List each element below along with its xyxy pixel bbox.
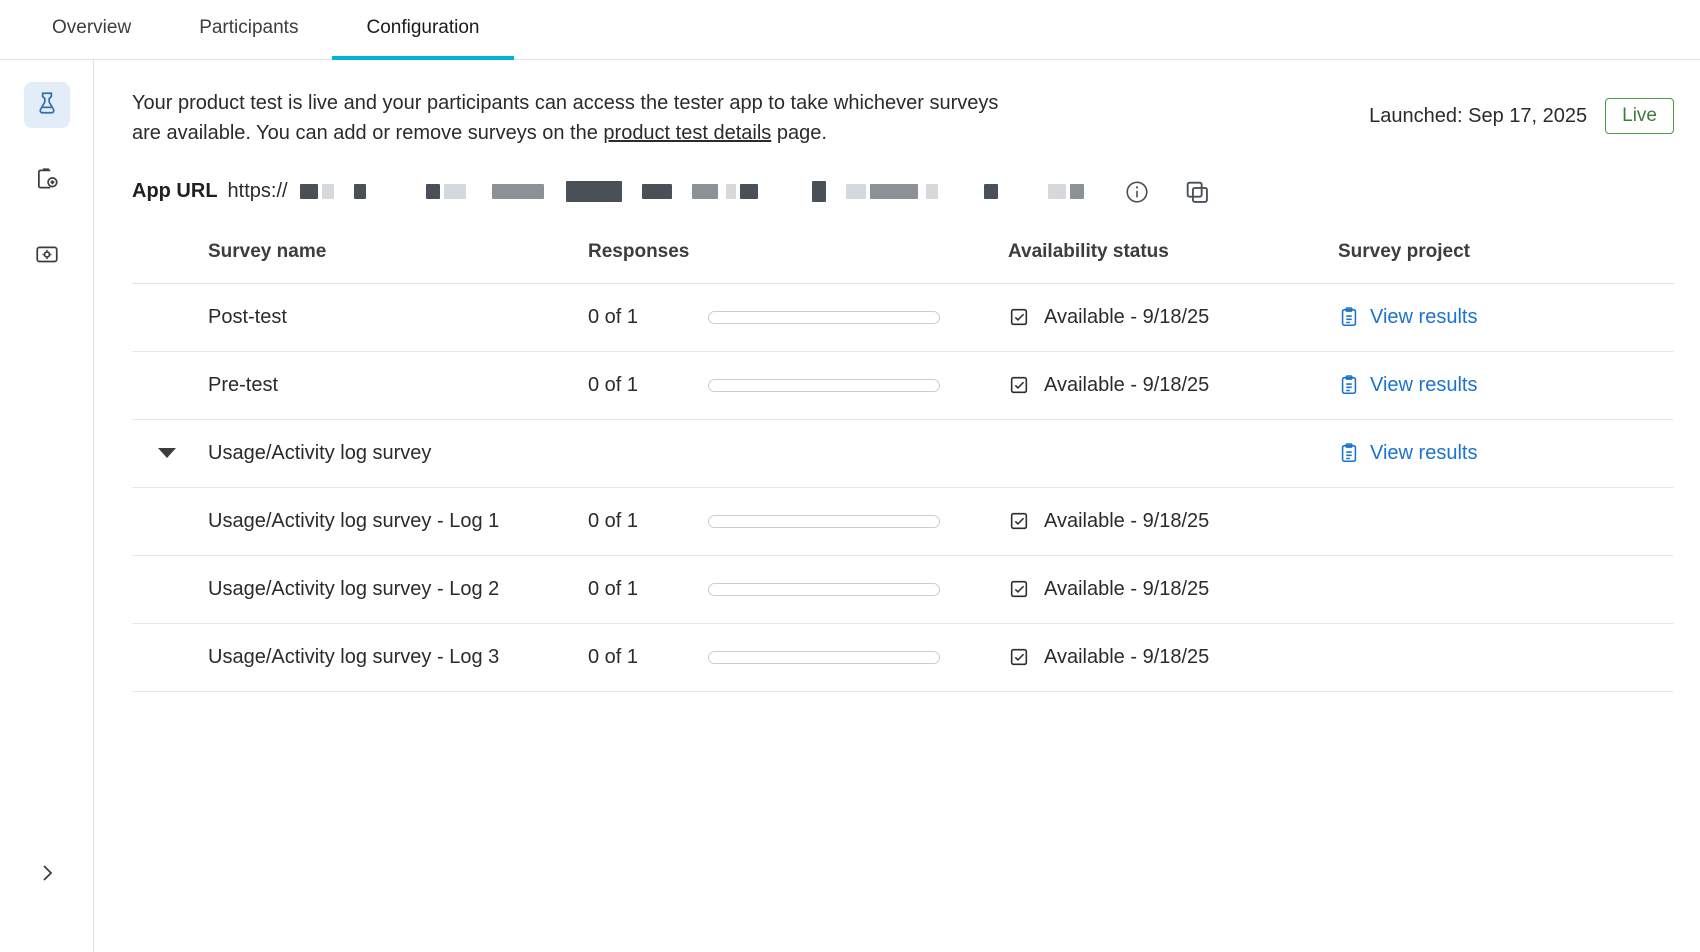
left-icon-rail xyxy=(0,60,94,952)
header-survey-project: Survey project xyxy=(1338,241,1674,284)
sidebar-item-add-survey[interactable] xyxy=(24,158,70,204)
availability-text: Available - 9/18/25 xyxy=(1044,645,1210,668)
app-url-actions xyxy=(1122,177,1212,207)
table-row[interactable] xyxy=(132,351,1674,419)
copy-icon[interactable] xyxy=(1182,177,1212,207)
view-results-link[interactable]: View results xyxy=(1370,373,1478,396)
launched-date: Launched: Sep 17, 2025 xyxy=(1369,104,1588,127)
table-row[interactable] xyxy=(132,555,1674,623)
checkbox-check-icon xyxy=(1008,646,1030,668)
row-progress-cell xyxy=(708,419,1008,487)
sidebar-expand-button[interactable] xyxy=(0,861,94,890)
row-availability xyxy=(1008,419,1338,487)
tab-configuration[interactable] xyxy=(332,0,513,60)
progress-bar xyxy=(708,515,940,528)
launch-info xyxy=(1369,88,1674,134)
availability-text: Available - 9/18/25 xyxy=(1044,577,1210,600)
row-availability xyxy=(1008,623,1338,691)
app-url-value: https:// xyxy=(227,180,288,203)
row-progress-cell xyxy=(708,283,1008,351)
row-survey-project xyxy=(1338,283,1674,351)
surveys-table xyxy=(132,241,1674,692)
row-survey-name: Post-test xyxy=(208,283,588,351)
row-survey-project xyxy=(1338,351,1674,419)
row-responses: 0 of 1 xyxy=(588,351,708,419)
tab-overview-label: Overview xyxy=(52,17,132,38)
expand-collapse-caret-icon[interactable] xyxy=(158,448,176,458)
surveys-table-head xyxy=(132,241,1674,284)
table-header-row xyxy=(132,241,1674,284)
row-survey-name: Pre-test xyxy=(208,351,588,419)
view-results-link[interactable]: View results xyxy=(1370,305,1478,328)
sidebar-item-product-test[interactable] xyxy=(24,82,70,128)
checkbox-check-icon xyxy=(1008,374,1030,396)
clipboard-icon xyxy=(1338,306,1360,328)
app-url-label: App URL xyxy=(132,180,218,203)
app-settings-icon xyxy=(34,242,60,273)
row-caret-cell xyxy=(132,623,208,691)
row-progress-cell xyxy=(708,555,1008,623)
checkbox-check-icon xyxy=(1008,510,1030,532)
status-description xyxy=(132,88,1032,149)
tab-overview[interactable] xyxy=(18,0,165,60)
row-survey-name: Usage/Activity log survey - Log 2 xyxy=(208,555,588,623)
row-caret-cell xyxy=(132,351,208,419)
row-survey-name: Usage/Activity log survey xyxy=(208,419,588,487)
row-survey-project xyxy=(1338,555,1674,623)
sidebar-item-app-settings[interactable] xyxy=(24,234,70,280)
row-responses: 0 of 1 xyxy=(588,623,708,691)
header-availability-status: Availability status xyxy=(1008,241,1338,284)
row-progress-cell xyxy=(708,351,1008,419)
chevron-right-icon xyxy=(35,861,59,890)
status-badge: Live xyxy=(1605,98,1674,134)
progress-bar xyxy=(708,583,940,596)
product-test-details-link[interactable]: product test details xyxy=(603,122,772,145)
table-row[interactable] xyxy=(132,283,1674,351)
main-content xyxy=(94,60,1700,952)
tab-configuration-label: Configuration xyxy=(366,17,480,38)
row-caret-cell xyxy=(132,283,208,351)
row-survey-project xyxy=(1338,487,1674,555)
availability-text: Available - 9/18/25 xyxy=(1044,509,1210,532)
view-results-link[interactable]: View results xyxy=(1370,441,1478,464)
app-url-row xyxy=(132,177,1674,207)
row-availability xyxy=(1008,351,1338,419)
clipboard-icon xyxy=(1338,374,1360,396)
row-responses: 0 of 1 xyxy=(588,283,708,351)
row-caret-cell xyxy=(132,487,208,555)
row-availability xyxy=(1008,555,1338,623)
progress-bar xyxy=(708,379,940,392)
banner-row xyxy=(132,88,1674,149)
progress-bar xyxy=(708,311,940,324)
row-progress-cell xyxy=(708,623,1008,691)
app-url-redacted xyxy=(300,181,1084,202)
header-responses: Responses xyxy=(588,241,1008,284)
row-progress-cell xyxy=(708,487,1008,555)
row-responses: 0 of 1 xyxy=(588,487,708,555)
page-body xyxy=(0,60,1700,952)
tab-participants[interactable] xyxy=(165,0,332,60)
row-responses: 0 of 1 xyxy=(588,555,708,623)
top-tab-bar xyxy=(0,0,1700,60)
availability-text: Available - 9/18/25 xyxy=(1044,305,1210,328)
table-row[interactable] xyxy=(132,487,1674,555)
row-survey-name: Usage/Activity log survey - Log 1 xyxy=(208,487,588,555)
header-spacer xyxy=(132,241,208,284)
row-survey-project xyxy=(1338,419,1674,487)
row-availability xyxy=(1008,283,1338,351)
row-survey-project xyxy=(1338,623,1674,691)
product-test-icon xyxy=(34,90,60,121)
header-survey-name: Survey name xyxy=(208,241,588,284)
checkbox-check-icon xyxy=(1008,306,1030,328)
surveys-table-body xyxy=(132,283,1674,691)
checkbox-check-icon xyxy=(1008,578,1030,600)
clipboard-icon xyxy=(1338,442,1360,464)
availability-text: Available - 9/18/25 xyxy=(1044,373,1210,396)
table-row-group[interactable] xyxy=(132,419,1674,487)
row-caret-cell xyxy=(132,555,208,623)
progress-bar xyxy=(708,651,940,664)
status-description-text-1: Your product test is live and your participants can access the tester app to take whichever surveys are available. You can add or remove surveys on the xyxy=(132,92,999,145)
row-caret-cell xyxy=(132,419,208,487)
table-row[interactable] xyxy=(132,623,1674,691)
row-survey-name: Usage/Activity log survey - Log 3 xyxy=(208,623,588,691)
status-description-text-2: page. xyxy=(771,122,827,145)
row-responses xyxy=(588,419,708,487)
tab-participants-label: Participants xyxy=(199,17,299,38)
row-availability xyxy=(1008,487,1338,555)
add-survey-icon xyxy=(34,166,60,197)
info-icon[interactable] xyxy=(1122,177,1152,207)
